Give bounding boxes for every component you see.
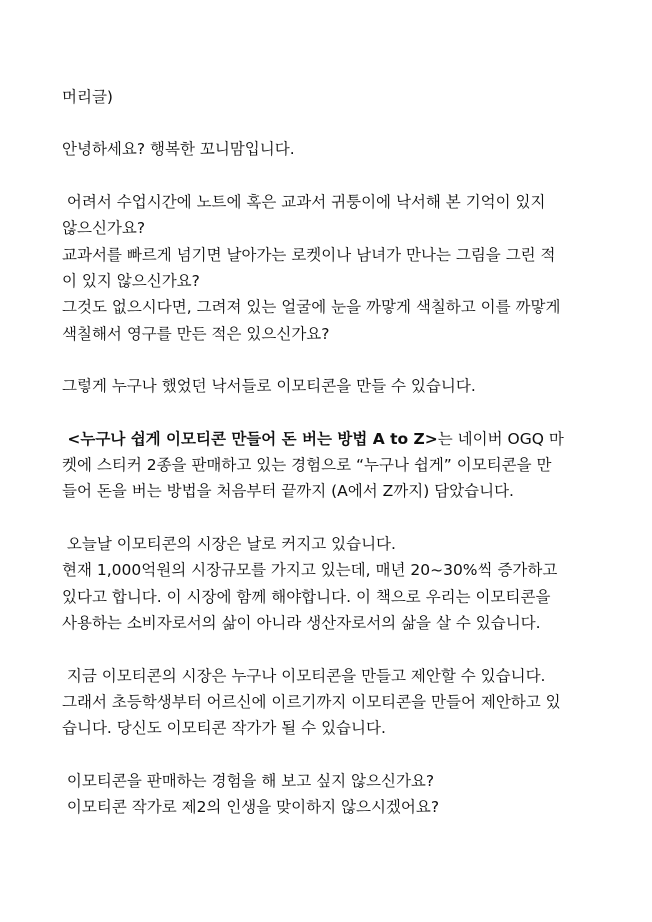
greeting-text: 안녕하세요? 행복한 꼬니맘입니다. (62, 140, 295, 159)
paragraph-line: 사용하는 소비자로서의 삶이 아니라 생산자로서의 삶을 살 수 있습니다. (62, 614, 541, 633)
heading (62, 84, 590, 110)
paragraph-line: 이 있지 않으신가요? (62, 272, 200, 291)
paragraph-line: 켓에 스티커 2종을 판매하고 있는 경험으로 “누구나 쉽게” 이모티콘을 만 (62, 456, 552, 475)
paragraph-closing (62, 768, 590, 821)
paragraph-line: 오늘날 이모티콘의 시장은 날로 커지고 있습니다. (62, 534, 396, 553)
paragraph-book-intro (62, 426, 590, 505)
paragraph-gap (62, 742, 590, 768)
paragraph-line: 않으신가요? (62, 219, 146, 238)
paragraph-memories (62, 189, 590, 347)
paragraph-gap (62, 400, 590, 426)
paragraph-line: 그것도 없으시다면, 그려져 있는 얼굴에 눈을 까맣게 색칠하고 이를 까맣게 (62, 298, 561, 317)
paragraph-anyone (62, 663, 590, 742)
paragraph-line: 있다고 합니다. 이 시장에 함께 해야합니다. 이 책으로 우리는 이모티콘을 (62, 587, 551, 606)
heading-text: 머리글) (62, 88, 113, 106)
paragraph-line: 어려서 수업시간에 노트에 혹은 교과서 귀퉁이에 낙서해 본 기억이 있지 (62, 192, 546, 211)
paragraph-line: 습니다. 당신도 이모티콘 작가가 될 수 있습니다. (62, 719, 386, 738)
paragraph-line: 현재 1,000억원의 시장규모를 가지고 있는데, 매년 20~30%씩 증가하고 (62, 561, 558, 580)
book-title: <누구나 쉽게 이모티콘 만들어 돈 버는 방법 A to Z> (62, 429, 438, 448)
paragraph-gap (62, 505, 590, 531)
book-intro-rest: 는 네이버 OGQ 마 (437, 429, 564, 448)
paragraph-line: 이모티콘을 판매하는 경험을 해 보고 싶지 않으신가요? (62, 771, 435, 790)
paragraph-gap (62, 347, 590, 373)
paragraph-market (62, 531, 590, 637)
paragraph-line: 지금 이모티콘의 시장은 누구나 이모티콘을 만들고 제안할 수 있습니다. (62, 666, 546, 685)
paragraph-doodles (62, 373, 590, 399)
paragraph-line: 이모티콘 작가로 제2의 인생을 맞이하지 않으시겠어요? (62, 798, 440, 817)
paragraph-line (62, 426, 590, 452)
paragraph-gap (62, 637, 590, 663)
paragraph-line: 그래서 초등학생부터 어르신에 이르기까지 이모티콘을 만들어 제안하고 있 (62, 692, 561, 711)
greeting (62, 136, 590, 162)
paragraph-line: 들어 돈을 버는 방법을 처음부터 끝까지 (A에서 Z까지) 담았습니다. (62, 482, 514, 501)
paragraph-line: 교과서를 빠르게 넘기면 날아가는 로켓이나 남녀가 만나는 그림을 그린 적 (62, 245, 556, 264)
paragraph-line: 색칠해서 영구를 만든 적은 있으신가요? (62, 324, 330, 343)
paragraph-line: 그렇게 누구나 했었던 낙서들로 이모티콘을 만들 수 있습니다. (62, 377, 476, 396)
paragraph-gap (62, 110, 590, 136)
paragraph-gap (62, 163, 590, 189)
